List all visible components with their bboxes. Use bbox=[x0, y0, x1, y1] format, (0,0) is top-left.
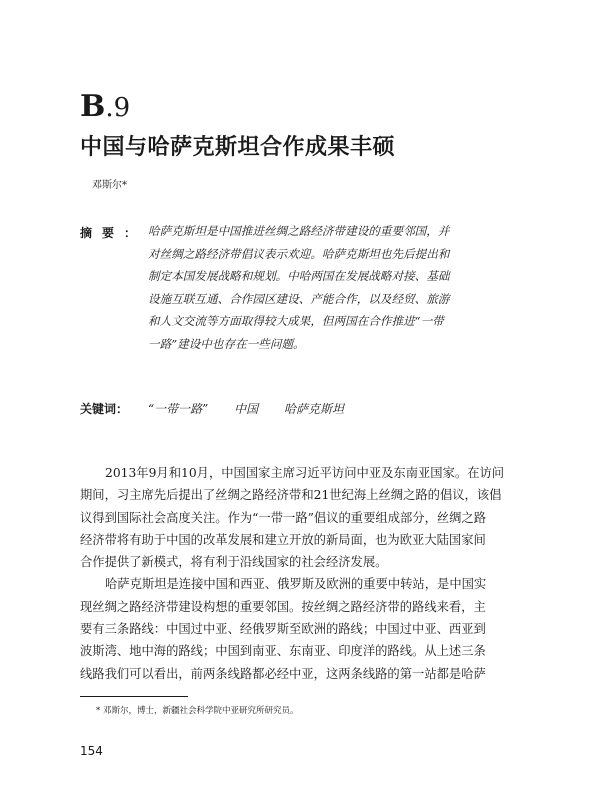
footnote: * 邓斯尔，博士，新疆社会科学院中亚研究所研究员。 bbox=[96, 706, 299, 716]
paragraph-line: 议得到国际社会高度关注。作为“一带一路”倡议的重要组成部分，丝绸之路 bbox=[80, 510, 487, 525]
chapter-letter: B bbox=[80, 89, 106, 124]
chapter-index: .9 bbox=[105, 93, 131, 123]
abstract-line: 制定本国发展战略和规划。中哈两国在发展战略对接、基础 bbox=[148, 269, 450, 283]
article-title: 中国与哈萨克斯坦合作成果丰硕 bbox=[80, 135, 396, 160]
author-name: 邓斯尔* bbox=[92, 180, 127, 191]
paragraph-line: 经济带将有助于中国的改革发展和建立开放的新局面，也为欧亚大陆国家间 bbox=[80, 532, 486, 547]
paragraph-line: 要有三条路线：中国过中亚、经俄罗斯至欧洲的路线；中国过中亚、西亚到 bbox=[80, 622, 486, 637]
keywords-list bbox=[148, 400, 366, 417]
keywords-label: 关键词： bbox=[80, 402, 129, 416]
chapter-number bbox=[80, 89, 131, 124]
keyword: 中国 bbox=[234, 402, 259, 416]
footnote-divider bbox=[80, 696, 188, 697]
paragraph-line: 波斯湾、地中海的路线；中国到南亚、东南亚、印度洋的路线。从上述三条 bbox=[80, 644, 486, 659]
paragraph-line: 期间，习主席先后提出了丝绸之路经济带和21世纪海上丝绸之路的倡议，该倡 bbox=[80, 488, 502, 503]
paragraph-line: 2013年9月和10月，中国国家主席习近平访问中亚及东南亚国家。在访问 bbox=[105, 466, 505, 480]
body-text bbox=[80, 462, 526, 685]
keyword: 哈萨克斯坦 bbox=[283, 402, 344, 416]
paragraph-line: 合作提供了新模式，将有利于沿线国家的社会经济发展。 bbox=[80, 555, 388, 570]
abstract-line: 一路”建设中也存在一些问题。 bbox=[148, 336, 305, 351]
abstract-line: 设施互联互通、合作园区建设、产能合作，以及经贸、旅游 bbox=[148, 291, 450, 306]
paragraph-line: 线路我们可以看出，前两条线路都必经中亚，这两条线路的第一站都是哈萨 bbox=[80, 666, 486, 681]
abstract-text bbox=[148, 220, 524, 355]
page-number: 154 bbox=[80, 744, 103, 758]
abstract-label: 摘要： bbox=[80, 226, 147, 240]
paragraph-line: 现丝绸之路经济带建设构想的重要邻国。按丝绸之路经济带的路线来看，主 bbox=[80, 599, 486, 614]
abstract-line: 和人文交流等方面取得较大成果，但两国在合作推进“一带 bbox=[148, 314, 444, 328]
keyword: “一带一路” bbox=[148, 402, 209, 416]
abstract-line: 对丝绸之路经济带倡议表示欢迎。哈萨克斯坦也先后提出和 bbox=[148, 246, 450, 261]
paragraph-line: 哈萨克斯坦是连接中国和西亚、俄罗斯及欧洲的重要中转站，是中国实 bbox=[105, 577, 487, 592]
abstract-line: 哈萨克斯坦是中国推进丝绸之路经济带建设的重要邻国，并 bbox=[148, 224, 450, 238]
